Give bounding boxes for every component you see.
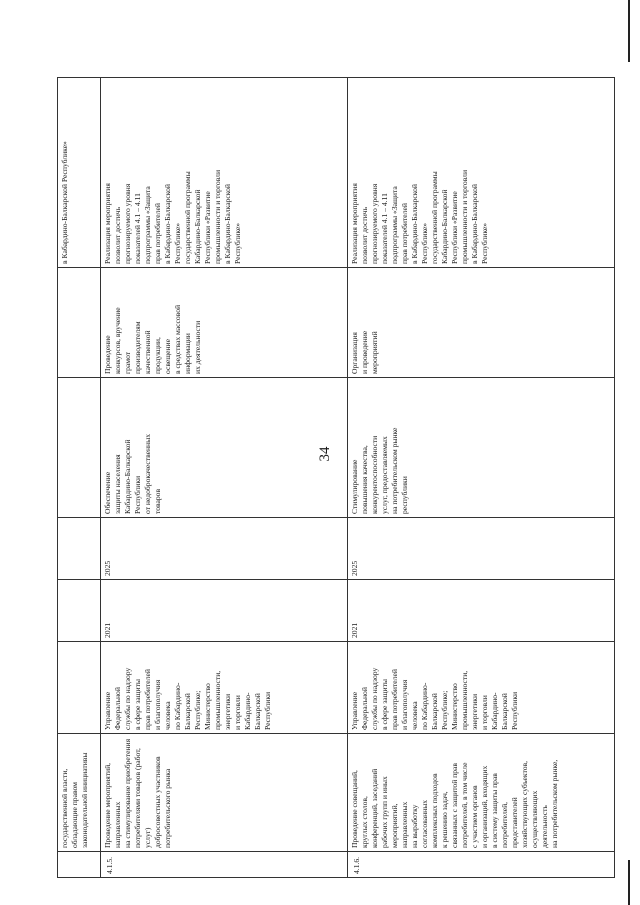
indicator-link: Реализация мероприятия позволит достичь прогнозируемого уровня показателей 4.1 – 4.11 подпрограммы «Защита прав потребителей в Кабардино-Балкарской Республике» государственной программы Кабардино-Балкарской Республики «Развитие промышленности и торговли в Кабардино-Балкарской Республике»	[101, 78, 348, 268]
end-year: 2025	[348, 518, 615, 580]
row-number	[58, 852, 101, 878]
start-year: 2021	[348, 580, 615, 642]
end-year: 2025	[101, 518, 348, 580]
indicator-link: в Кабардино-Балкарской Республике»	[58, 78, 101, 268]
row-number: 4.1.6.	[348, 852, 615, 878]
table-row	[348, 78, 615, 878]
event-name: Проведение совещаний, круглых столов, конференций, заседаний рабочих групп и иных мероприятий, направленных на выработку согласованных комплексных подходов к решению задач, связанных с защитой прав потребителей, в том числе с участием органов и организаций, входящих в систему защиты прав потребителей, представителей хозяйствующих субъектов, осуществляющих деятельность на потребительском рынке,	[348, 734, 615, 852]
expected-result: Стимулирование повышения качества, конкурентоспособности услуг, предоставляемых на потребительском рынке республики	[348, 378, 615, 518]
page-number: 34	[317, 446, 333, 462]
event-content	[58, 268, 101, 378]
event-name: Проведение мероприятий, направленных на стимулирование приобретения потребителями товаров (работ, услуг) добросовестных участников потребительского рынка	[101, 734, 348, 852]
expected-result: Обеспечение защиты населения Кабардино-Балкарской Республики от недоброкачественных товаров	[101, 378, 348, 518]
indicator-link: Реализация мероприятия позволит достичь прогнозируемого уровня показателей 4.1 – 4.11 подпрограммы «Защита прав потребителей в Кабардино-Балкарской Республике» государственной программы Кабардино-Балкарской Республики «Развитие промышленности и торговли в Кабардино-Балкарской Республике»	[348, 78, 615, 268]
event-content: Организация и проведение мероприятий	[348, 268, 615, 378]
scan-mark-top-right	[628, 0, 630, 62]
event-content: Проведение конкурсов, вручение грамот производителям качественной продукции, освещение в средствах массовой информации их деятельности	[101, 268, 348, 378]
start-year	[58, 580, 101, 642]
responsible-executor	[58, 642, 101, 734]
table-row	[101, 78, 348, 878]
table-row	[58, 78, 101, 878]
start-year: 2021	[101, 580, 348, 642]
event-name: государственной власти, обладающие правом законодательной инициативы	[58, 734, 101, 852]
scan-mark-bottom-right	[628, 860, 630, 905]
responsible-executor: Управление Федеральной службы по надзору в сфере защиты прав потребителей и благополучия человека по Кабардино- Балкарской Республике; Министерство промышленности, энергетики и торговли Кабардино- Балкарской Республики	[348, 642, 615, 734]
row-number: 4.1.5.	[101, 852, 348, 878]
end-year	[58, 518, 101, 580]
rotated-page	[57, 78, 612, 878]
expected-result	[58, 378, 101, 518]
events-table	[57, 77, 615, 878]
responsible-executor: Управление Федеральной службы по надзору в сфере защиты прав потребителей и благополучия человека по Кабардино- Балкарской Республике; Министерство промышленности, энергетики и торговли Кабардино- Балкарской Республики	[101, 642, 348, 734]
